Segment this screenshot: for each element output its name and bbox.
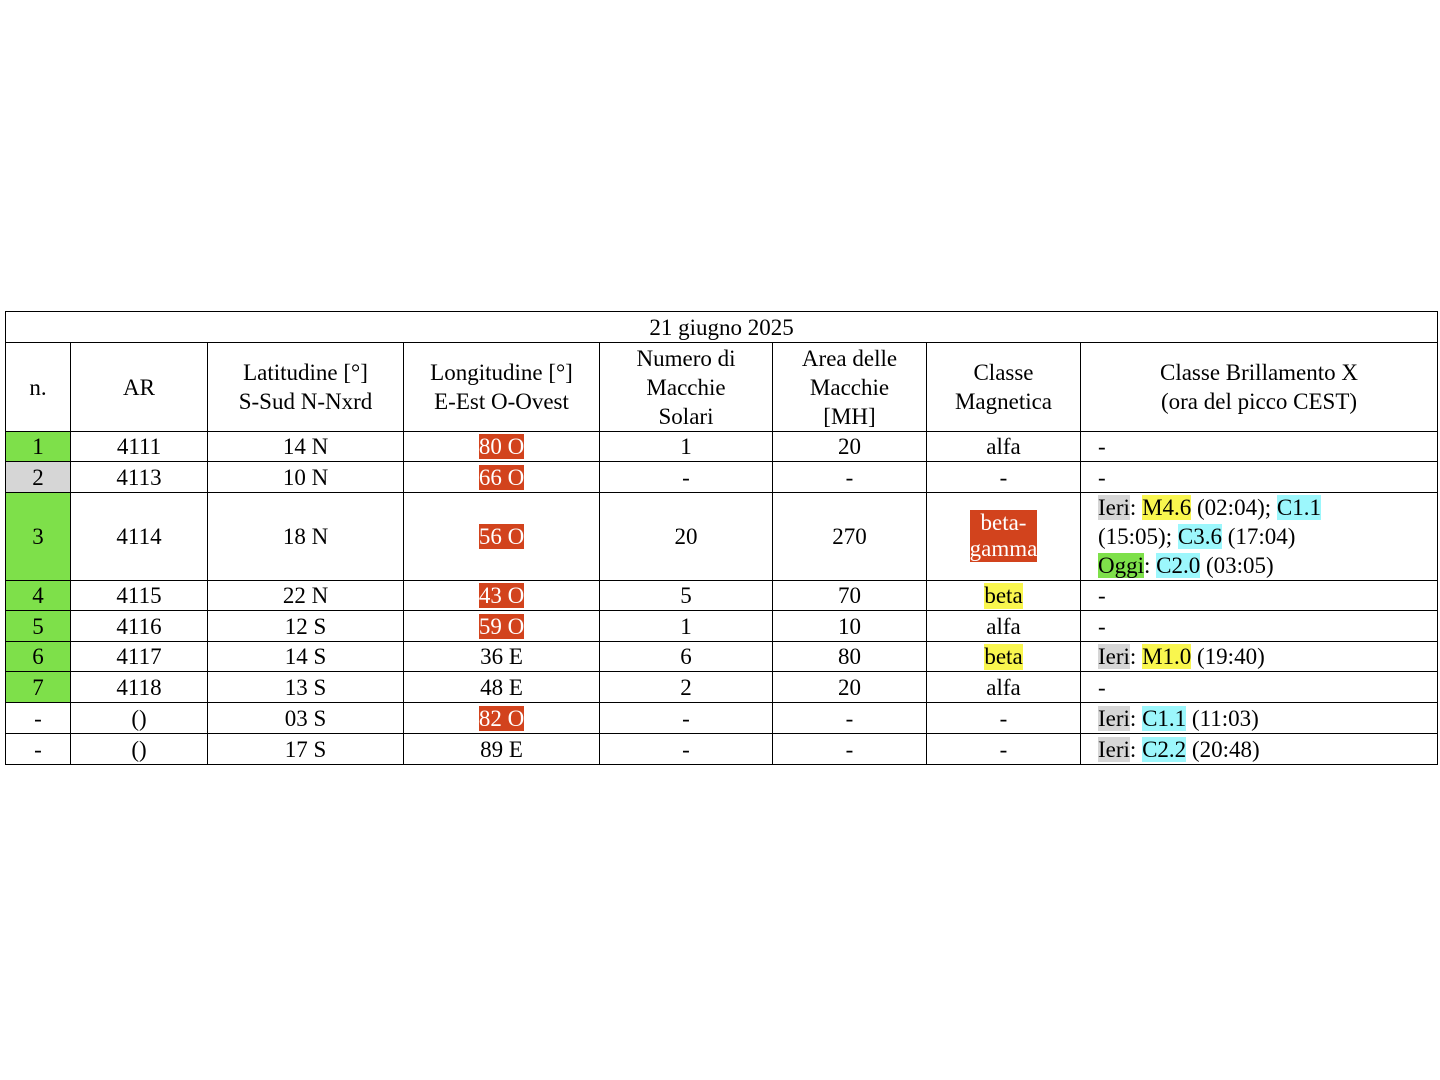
cell-flares: [1081, 493, 1438, 581]
cell-latitude: 18 N: [208, 493, 404, 581]
flare-line: [1098, 522, 1437, 551]
header-line: Solari: [658, 403, 714, 429]
table-row: [6, 703, 1438, 734]
cell-magnetic-class: alfa: [927, 432, 1081, 462]
flare-highlight: C2.2: [1142, 736, 1187, 762]
cell-latitude: 12 S: [208, 611, 404, 642]
header-line: AR: [123, 374, 155, 400]
flare-highlight: C1.1: [1142, 705, 1187, 731]
table-row: [6, 581, 1438, 611]
cell-longitude: 36 E: [404, 642, 600, 672]
cell-spot-area: 70: [773, 581, 927, 611]
cell-latitude: 03 S: [208, 703, 404, 734]
flare-highlight: Ieri: [1098, 736, 1130, 762]
cell-spot-count: -: [600, 462, 773, 493]
flare-highlight: Ieri: [1098, 644, 1130, 669]
longitude-value: 59 O: [478, 613, 525, 639]
cell-spot-area: -: [773, 734, 927, 765]
cell-latitude: 14 S: [208, 642, 404, 672]
cell-ar: 4113: [71, 462, 208, 493]
flare-text: (15:05);: [1098, 524, 1178, 549]
cell-spot-count: -: [600, 703, 773, 734]
cell-latitude: 17 S: [208, 734, 404, 765]
cell-spot-count: 20: [600, 493, 773, 581]
flare-highlight: Ieri: [1098, 705, 1130, 731]
col-header-latitude: [208, 343, 404, 432]
cell-longitude: 89 E: [404, 734, 600, 765]
cell-spot-area: 20: [773, 432, 927, 462]
flare-line: [1098, 642, 1437, 671]
title-row: [6, 312, 1438, 343]
cell-flares: [1081, 462, 1438, 493]
cell-flares: [1081, 672, 1438, 703]
cell-magnetic-class: [927, 493, 1081, 581]
flare-line: [1098, 612, 1437, 641]
cell-flares: [1081, 611, 1438, 642]
flare-line: [1098, 493, 1437, 522]
cell-magnetic-class: -: [927, 734, 1081, 765]
cell-spot-area: 270: [773, 493, 927, 581]
cell-flares: [1081, 642, 1438, 672]
longitude-value: 43 O: [478, 583, 525, 608]
cell-spot-area: 20: [773, 672, 927, 703]
cell-spot-area: 10: [773, 611, 927, 642]
flare-highlight: M4.6: [1142, 495, 1192, 520]
magnetic-class-line: gamma: [969, 536, 1038, 561]
col-header-magnetic-class: [927, 343, 1081, 432]
flare-text: :: [1129, 736, 1143, 762]
cell-spot-count: 2: [600, 672, 773, 703]
cell-spot-count: 6: [600, 642, 773, 672]
flare-text: (17:04): [1221, 524, 1296, 549]
longitude-value: 56 O: [478, 524, 525, 549]
header-line: E-Est O-Ovest: [434, 389, 569, 414]
col-header-n: [6, 343, 71, 432]
cell-flares: [1081, 734, 1438, 765]
table-row: [6, 672, 1438, 703]
cell-spot-count: 1: [600, 611, 773, 642]
header-line: S-Sud N-Nxrd: [238, 389, 373, 414]
cell-ar: 4118: [71, 672, 208, 703]
flare-line: [1098, 704, 1437, 733]
flare-highlight: M1.0: [1142, 644, 1192, 669]
magnetic-class-line: beta: [984, 644, 1023, 669]
cell-latitude: 13 S: [208, 672, 404, 703]
cell-n: -: [6, 703, 71, 734]
flare-line: [1098, 735, 1437, 764]
longitude-value: 66 O: [478, 464, 525, 490]
cell-magnetic-class: [927, 581, 1081, 611]
cell-magnetic-class: [927, 642, 1081, 672]
table-row: [6, 611, 1438, 642]
flare-text: (02:04);: [1191, 495, 1277, 520]
header-line: Macchie: [646, 374, 726, 400]
flare-text: -: [1098, 434, 1106, 459]
flare-line: [1098, 463, 1437, 492]
table-row: [6, 462, 1438, 493]
flare-highlight: Oggi: [1098, 553, 1144, 578]
flare-text: (11:03): [1186, 705, 1259, 731]
magnetic-class-line: beta: [984, 583, 1023, 608]
cell-flares: [1081, 581, 1438, 611]
header-line: n.: [29, 374, 47, 400]
flare-text: :: [1129, 644, 1143, 669]
cell-magnetic-class: alfa: [927, 611, 1081, 642]
table-row: [6, 734, 1438, 765]
col-header-spot-count: [600, 343, 773, 432]
header-line: Longitudine [°]: [430, 360, 573, 385]
cell-ar: 4117: [71, 642, 208, 672]
header-line: Classe: [973, 360, 1034, 385]
flare-text: -: [1098, 674, 1106, 700]
table-row: [6, 432, 1438, 462]
header-line: Macchie: [809, 374, 890, 400]
col-header-longitude: [404, 343, 600, 432]
flare-text: -: [1098, 583, 1106, 608]
cell-spot-area: -: [773, 462, 927, 493]
cell-ar: 4115: [71, 581, 208, 611]
header-line: Latitudine [°]: [243, 360, 368, 385]
col-header-ar: [71, 343, 208, 432]
cell-n: -: [6, 734, 71, 765]
cell-magnetic-class: -: [927, 703, 1081, 734]
cell-n: 4: [6, 581, 71, 611]
flare-text: :: [1129, 705, 1143, 731]
flare-text: -: [1098, 613, 1106, 639]
sunspot-table: [5, 311, 1438, 765]
header-line: Magnetica: [954, 389, 1053, 414]
magnetic-class-line: beta-: [980, 510, 1027, 535]
cell-n: 3: [6, 493, 71, 581]
cell-longitude: [404, 493, 600, 581]
flare-text: :: [1129, 495, 1143, 520]
cell-n: 7: [6, 672, 71, 703]
header-line: Classe Brillamento X: [1159, 360, 1359, 385]
header-line: (ora del picco CEST): [1160, 389, 1358, 414]
flare-line: [1098, 432, 1437, 461]
cell-spot-area: 80: [773, 642, 927, 672]
cell-longitude: [404, 703, 600, 734]
flare-line: [1098, 673, 1437, 702]
header-line: Numero di: [636, 345, 736, 371]
table-title: 21 giugno 2025: [6, 312, 1438, 343]
header-line: Area delle: [801, 345, 898, 371]
cell-longitude: [404, 432, 600, 462]
cell-spot-count: -: [600, 734, 773, 765]
cell-n: 2: [6, 462, 71, 493]
col-header-flare-class: [1081, 343, 1438, 432]
col-header-spot-area: [773, 343, 927, 432]
cell-latitude: 10 N: [208, 462, 404, 493]
cell-latitude: 14 N: [208, 432, 404, 462]
cell-ar: (): [71, 703, 208, 734]
cell-longitude: [404, 462, 600, 493]
flare-text: (19:40): [1191, 644, 1265, 669]
flare-highlight: Ieri: [1098, 495, 1130, 520]
cell-magnetic-class: -: [927, 462, 1081, 493]
longitude-value: 82 O: [478, 705, 525, 731]
magnetic-class-value: [970, 510, 1038, 562]
cell-magnetic-class: alfa: [927, 672, 1081, 703]
cell-spot-area: -: [773, 703, 927, 734]
cell-latitude: 22 N: [208, 581, 404, 611]
cell-longitude: 48 E: [404, 672, 600, 703]
header-line: [MH]: [823, 403, 876, 429]
flare-line: [1098, 551, 1437, 580]
cell-flares: [1081, 432, 1438, 462]
cell-n: 1: [6, 432, 71, 462]
flare-highlight: C2.0: [1156, 553, 1201, 578]
cell-n: 6: [6, 642, 71, 672]
flare-highlight: C3.6: [1177, 524, 1222, 549]
longitude-value: 80 O: [478, 434, 525, 459]
cell-n: 5: [6, 611, 71, 642]
flare-text: (20:48): [1186, 736, 1260, 762]
cell-longitude: [404, 581, 600, 611]
cell-ar: 4111: [71, 432, 208, 462]
flare-text: -: [1098, 464, 1106, 490]
magnetic-class-value: [984, 644, 1022, 670]
cell-spot-count: 1: [600, 432, 773, 462]
cell-ar: 4116: [71, 611, 208, 642]
flare-text: :: [1144, 553, 1157, 578]
table-row: [6, 642, 1438, 672]
flare-line: [1098, 581, 1437, 610]
cell-longitude: [404, 611, 600, 642]
header-row: [6, 343, 1438, 432]
table-row: [6, 493, 1438, 581]
cell-ar: (): [71, 734, 208, 765]
flare-highlight: C1.1: [1276, 495, 1321, 520]
cell-ar: 4114: [71, 493, 208, 581]
flare-text: (03:05): [1200, 553, 1274, 578]
cell-flares: [1081, 703, 1438, 734]
cell-spot-count: 5: [600, 581, 773, 611]
magnetic-class-value: [984, 583, 1022, 609]
